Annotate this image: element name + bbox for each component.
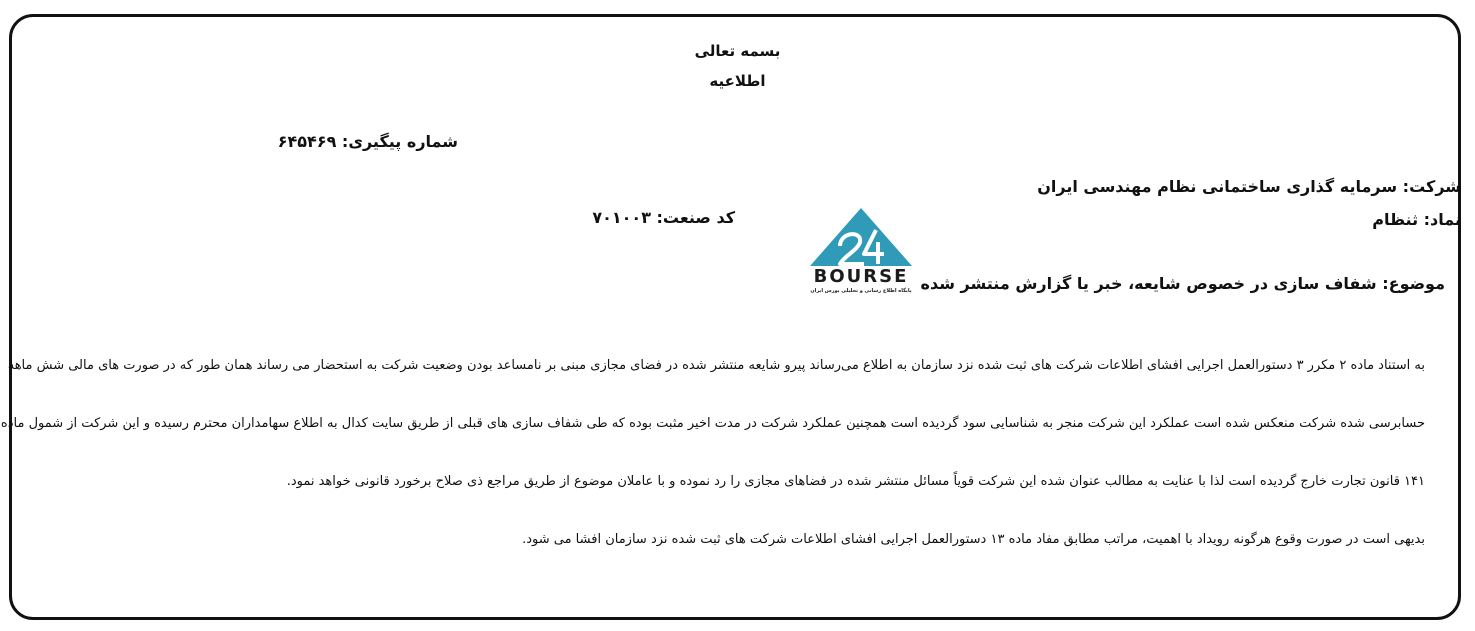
document-title-basmala: بسمه تعالی: [694, 42, 781, 60]
company-name: شرکت: سرمایه گذاری ساختمانی نظام مهندسی ایران: [1037, 177, 1461, 196]
tracking-number: شماره پیگیری: ۶۴۵۴۶۹: [277, 132, 458, 151]
logo-triangle-icon: [800, 206, 922, 268]
industry-code: کد صنعت: ۷۰۱۰۰۳: [592, 208, 735, 227]
body-paragraph-line-2: حسابرسی شده شرکت منعکس شده است عملکرد این شرکت منجر به شناسایی سود گردیده است همچنین عملکرد شرکت در مدت اخیر مثبت بوده که طی شفاف سازی های قبلی از طریق سایت کدال به اطلاع سهامداران محترم رسیده و این شرکت از شمول ماده: [0, 416, 1425, 431]
document-title-notice: اطلاعیه: [709, 72, 766, 90]
body-paragraph-line-4: بدیهی است در صورت وقوع هرگونه رویداد با اهمیت، مراتب مطابق مفاد ماده ۱۳ دستورالعمل اجرایی افشای اطلاعات شرکت های ثبت شده نزد سازمان افشا می شود.: [522, 532, 1425, 547]
stock-symbol: نماد: ثنظام: [1372, 210, 1461, 229]
body-paragraph-line-3: ۱۴۱ قانون تجارت خارج گردیده است لذا با عنایت به مطالب عنوان شده این شرکت قویاً مسائل منتشر شده در فضاهای مجازی را رد نموده و با عاملان موضوع از طریق مراجع ذی صلاح برخورد قانونی خواهد نمود.: [286, 474, 1425, 489]
body-paragraph-line-1: به استناد ماده ۲ مکرر ۳ دستورالعمل اجرایی افشای اطلاعات شرکت های ثبت شده نزد سازمان به اطلاع می‌رساند پیرو شایعه منتشر شده در فضای مجازی مبنی بر نامساعد بودن وضعیت شرکت به استحضار می رساند همان طور که در صورت های مالی شش ماهه: [7, 358, 1425, 373]
subject-line: موضوع: شفاف سازی در خصوص شایعه، خبر یا گزارش منتشر شده: [920, 274, 1445, 293]
document-frame: [9, 14, 1461, 620]
logo-tagline: پایگاه اطلاع رسانی و تحلیلی بورس ایران: [810, 288, 912, 294]
bourse24-logo: [800, 206, 922, 302]
logo-wordmark: BOURSE: [813, 266, 909, 287]
